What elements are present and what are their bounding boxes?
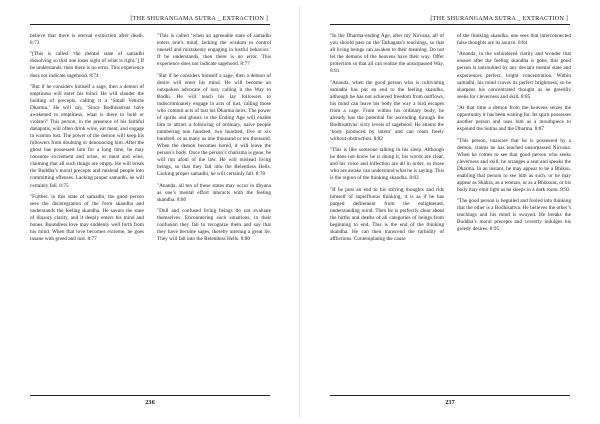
- paragraph: "[This is called ‘the mental state of samadhi dissolving so that one loses sight of what is right.’] If he understands, then there is no error. This experience does not indicate sagehood. 8:74: [30, 51, 144, 79]
- paragraph: "Ananda, when the good person who is cultivating samadhi has put an end to the feeling skandha, although he has not achieved freedom from outflows, his mind can leave his body the way a bird escapes from a cage. From within his ordinary body, he already has the potential for ascending through the Bodhisattvas’ sixty levels of sagehood. He attains the ‘body produced by intent’ and can roam freely without obstruction. 8:82: [330, 79, 444, 142]
- running-header-title: [THE SHURANGAMA SUTRA _ EXTRACTION ]: [130, 15, 268, 22]
- paragraph: believe that there is eternal extinction after death. 8:73: [30, 33, 144, 47]
- text-column-left: [30, 33, 144, 248]
- page-number: 237: [445, 399, 455, 406]
- paragraph: "But if he considers himself a sage, then a demon of emptiness will enter his mind. He will slander the holding of precepts, calling it a ‘Small Vehicle Dharma.’ He will say, ‘Since Bodhisattvas have awakened to emptiness, what is there to hold or violate?’ This person, in the presence of his faithful danapatis, will often drink wine, eat meat, and engage in wanton lust. The power of the demon will keep his followers from doubting or denouncing him. After the ghost has possessed him for a long time, he may consume excrement and urine, or meat and wine, claiming that all such things are empty. He will break the Buddha’s moral precepts and mislead people into committing offenses. Lacking proper samadhi, he will certainly fall. 8:75: [30, 83, 144, 189]
- running-header-title: [THE SHURANGAMA SUTRA _ EXTRACTION ]: [430, 15, 568, 22]
- footer-rule: [330, 395, 570, 396]
- paragraph: of the thinking skandha, one sees that interconnected false thoughts are its source. 8:84: [457, 33, 571, 47]
- paragraph: "At that time a demon from the heavens seizes the opportunity it has been waiting for. Its spirit possesses another person and uses him as a mouthpiece to expound the Sutras and the Dharma. 8:87: [457, 105, 571, 133]
- paragraph: "Ananda, all ten of these states may occur in dhyana as one’s mental effort interacts with the feeling skandha. 8:80: [157, 182, 271, 203]
- header-rule: [30, 24, 270, 25]
- paragraph: "Ananda, in the unhindered clarity and wonder that ensues after the feeling skandha is gone, this good person is untroubled by any deviant mental state and experiences perfect, bright concentration. Within samadhi, his mind craves its perfect brightness, so he sharpens his concentrated thought as he greedily seeks for cleverness and skill. 8:85: [457, 51, 571, 100]
- text-column-left: [330, 33, 444, 248]
- paragraph: "Further, in this state of samadhi, the good person sees the disintegration of the form skandha and understands the feeling skandha. He savors the state of illusory clarity, and it deeply enters his mind and bones. Boundless love may suddenly well forth from his mind. When that love becomes extreme, he goes insane with greed and lust. 8:77: [30, 193, 144, 243]
- paragraph: "But if he considers himself a sage, then a demon of desire will enter his mind. He will become an outspoken advocate of lust, calling it the Way to Bodhi. He will teach his lay followers to indiscriminately engage in acts of lust, calling those who commit acts of lust his Dharma heirs. The power of spirits and ghosts in the Ending Age will enable him to attract a following of ordinary, naive people numbering one hundred, two hundred, five or six hundred, or as many as one thousand or ten thousand. When the demon becomes bored, it will leave the person’s body. Once the person’s charisma is gone, he will run afoul of the law. He will mislead living beings, so that they fall into the Relentless Hells. Lacking proper samadhi, he will certainly fall. 8:78: [157, 72, 271, 178]
- text-column-right: [157, 33, 271, 248]
- paragraph: "If he puts an end to his stirring thoughts and rids himself of superfluous thinking, it is as if he has purged defilement from the enlightened, understanding mind. Then he is perfectly clear about the births and deaths of all categories of beings from beginning to end. This is the end of the thinking skandha. He can then transcend the turbidity of afflictions. Contemplating the cause: [330, 186, 444, 243]
- right-page: [300, 0, 600, 424]
- paragraph: "The good person is beguiled and fooled into thinking that the other is a Bodhisattva. He believes the other’s teachings and his mind is swayed. He breaks the Buddha’s moral precepts and covertly indulges his greedy desires. 8:95: [457, 198, 571, 233]
- paragraph: "This is called ‘when an agreeable state of samadhi enters one’s mind, lacking the wisdom to control oneself and mistakenly engaging in lustful behavior.’ If he understands, then there is no error. This experience does not indicate sagehood. 8:77: [157, 33, 271, 68]
- text-column-right: [457, 33, 571, 238]
- paragraph: "Dull and confused living beings do not evaluate themselves. Encountering such situations, in their confusion they fail to recognize them and say that they have become sages, thereby uttering a great lie. They will fall into the Relentless Hells. 8:80: [157, 207, 271, 243]
- paragraph: "In the Dharma-ending Age, after my Nirvana, all of you should pass on the Tathagata’s teachings, so that all living beings can awaken to their meaning. Do not let the demons of the heavens have their way. Offer protection so that all can realize the unsurpassed Way. 8:81: [330, 33, 444, 75]
- paragraph: "This person, unaware that he is possessed by a demon, claims he has reached unsurpassed Nirvana. When he comes to see that good person who seeks cleverness and skill, he arranges a seat and speaks the Dharma. In an instant, he may appear to be a Bhiksu, enabling that person to see him as such, or he may appear as Shakra, as a woman, or as a Bhiksuni, or his body may emit light as he sleeps in a dark room. 8:93: [457, 137, 572, 193]
- header-rule: [330, 24, 570, 25]
- page-number: 236: [145, 399, 155, 406]
- footer-rule: [30, 395, 270, 396]
- paragraph: "This is like someone talking in his sleep. Although he does not know he is doing it, his words are clear, and his voice and inflection are all in order, so those who are awake can understand what he is saying. This is the region of the thinking skandha. 8:83: [330, 147, 444, 182]
